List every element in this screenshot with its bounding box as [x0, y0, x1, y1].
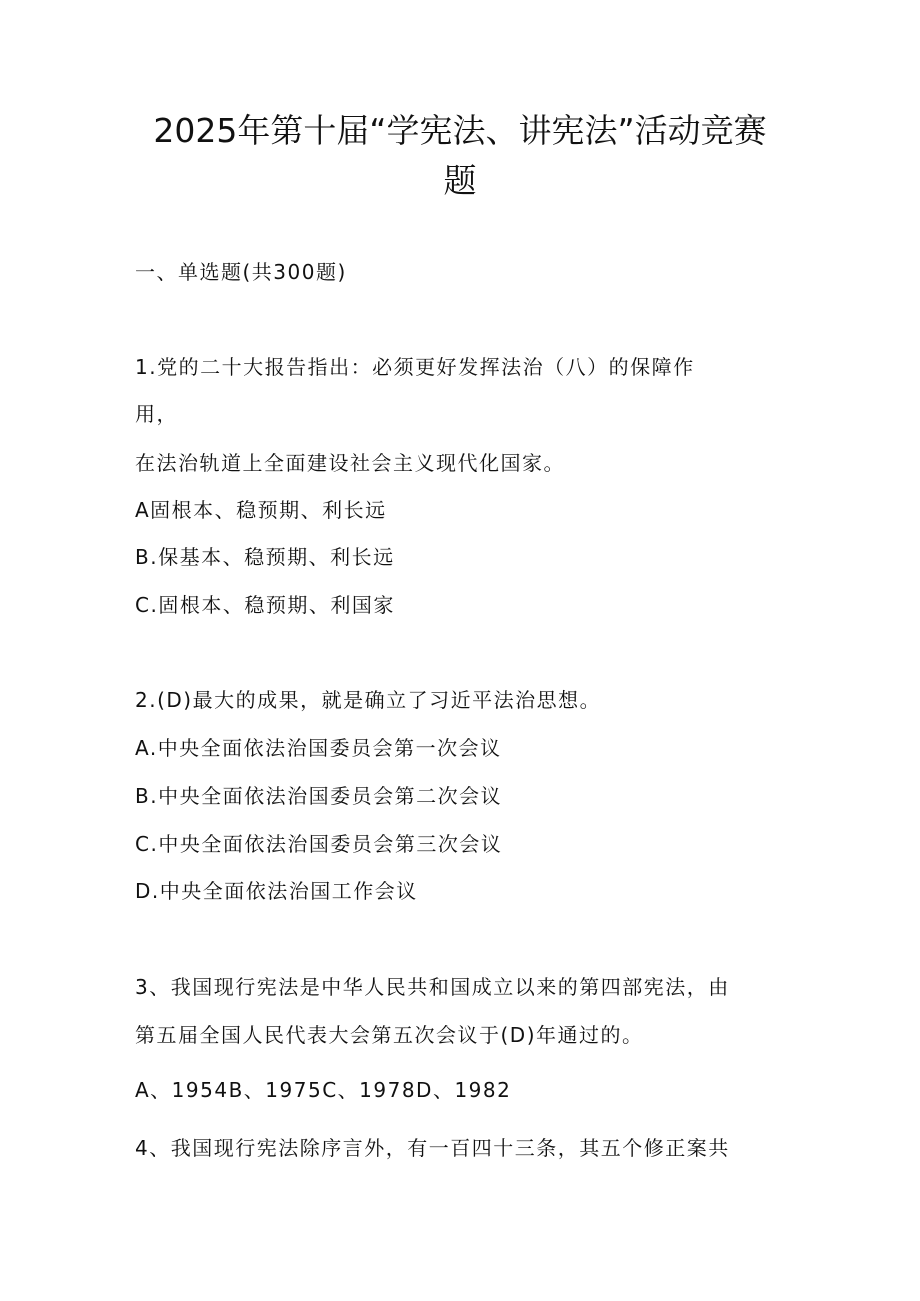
- question-1-text-line-2: 用，: [135, 402, 178, 426]
- question-2-option-a: A.中央全面依法治国委员会第一次会议: [135, 736, 502, 760]
- question-1-text-line-3: 在法治轨道上全面建设社会主义现代化国家。: [135, 451, 565, 475]
- question-1-option-c: C.固根本、稳预期、利国家: [135, 593, 395, 617]
- question-1-option-a: A固根本、稳预期、利长远: [135, 498, 387, 522]
- question-2-text-line-1: 2.(D)最大的成果，就是确立了习近平法治思想。: [135, 688, 602, 712]
- question-3-text-line-1: 3、我国现行宪法是中华人民共和国成立以来的第四部宪法，由: [135, 975, 730, 999]
- question-2-option-b: B.中央全面依法治国委员会第二次会议: [135, 784, 503, 808]
- question-4-text-line-1: 4、我国现行宪法除序言外，有一百四十三条，其五个修正案共: [135, 1136, 730, 1160]
- question-1-text-line-1: 1.党的二十大报告指出：必须更好发挥法治（八）的保障作: [135, 355, 695, 379]
- section-heading: 一、单选题(共300题): [135, 260, 347, 284]
- question-3-options: A、1954B、1975C、1978D、1982: [135, 1078, 512, 1102]
- document-title-line-2: 题: [443, 161, 477, 200]
- question-3-text-line-2: 第五届全国人民代表大会第五次会议于(D)年通过的。: [135, 1023, 644, 1047]
- document-title-line-1: 2025年第十届“学宪法、讲宪法”活动竞赛: [153, 111, 767, 150]
- question-1-option-b: B.保基本、稳预期、利长远: [135, 545, 395, 569]
- question-2-option-c: C.中央全面依法治国委员会第三次会议: [135, 832, 503, 856]
- question-2-option-d: D.中央全面依法治国工作会议: [135, 879, 418, 903]
